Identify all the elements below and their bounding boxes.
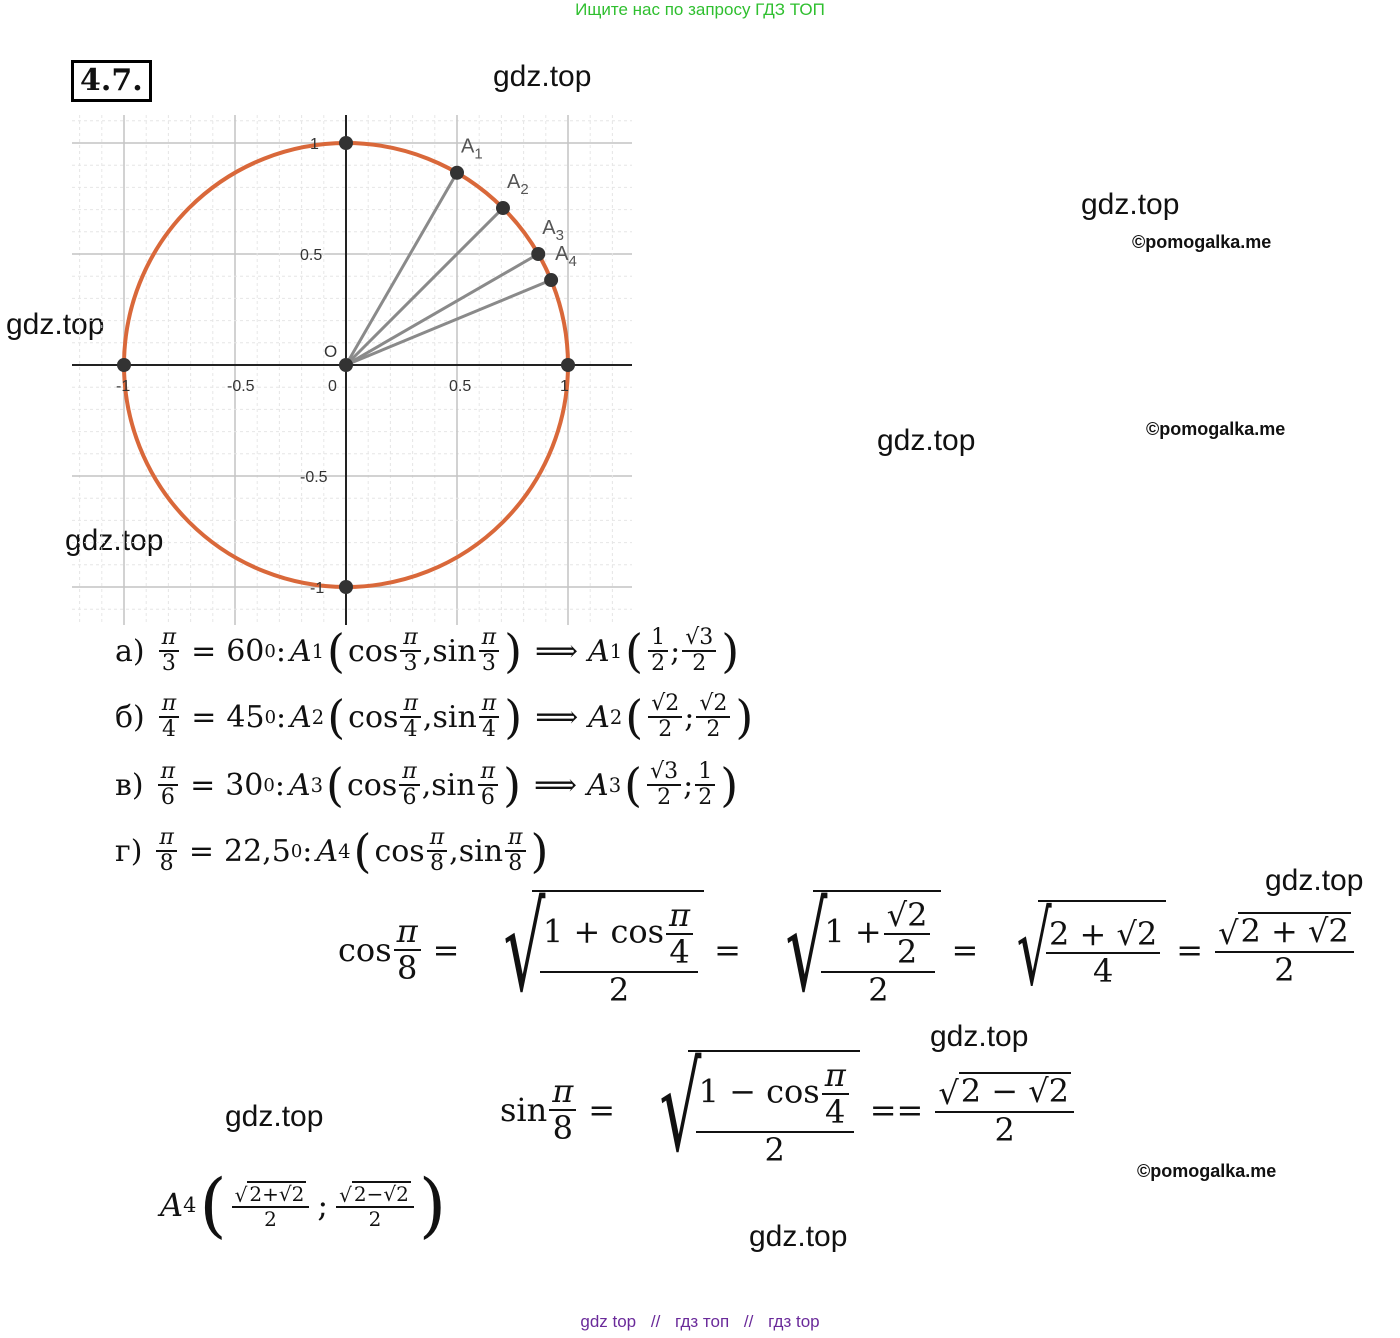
- watermark: gdz.top: [6, 308, 105, 341]
- axis-point: [339, 136, 353, 150]
- footer-link[interactable]: гдз top: [768, 1312, 820, 1331]
- y-tick-label: 1: [310, 136, 319, 153]
- footer-link[interactable]: gdz top: [580, 1312, 637, 1331]
- watermark: gdz.top: [225, 1100, 324, 1133]
- point-A2: [496, 201, 510, 215]
- watermark: gdz.top: [493, 60, 592, 93]
- y-tick-label: 0.5: [300, 247, 323, 264]
- point-A4: [544, 273, 558, 287]
- point-label: $A_3$: [542, 217, 564, 244]
- problem-number: 4.7.: [71, 60, 152, 102]
- fraction: $\frac{\pi}{3}$: [159, 626, 179, 676]
- watermark: gdz.top: [1265, 864, 1364, 897]
- watermark: gdz.top: [65, 524, 164, 557]
- watermark: gdz.top: [1081, 188, 1180, 221]
- footer-link[interactable]: гдз топ: [675, 1312, 730, 1331]
- item-b: б) $\frac{\pi}{4}$ = 45 0 : A 2 ( cos $\frac{\pi}{4}$ , sin $\frac{\pi}{4}$ ) ⟹ A 2 ( $\frac{√2}{2}$ ; $\frac{√2}{2}$ ): [115, 690, 754, 745]
- copyright-mark: ©pomogalka.me: [1146, 419, 1286, 439]
- item-label: в): [115, 767, 144, 803]
- x-tick-label: 0: [328, 378, 337, 395]
- point-label: $A_4$: [555, 243, 577, 271]
- watermark: gdz.top: [877, 424, 976, 457]
- y-tick-label: -1: [310, 580, 325, 597]
- axis-point: [561, 358, 575, 372]
- axis-point: [339, 580, 353, 594]
- x-tick-label: -1: [116, 378, 131, 395]
- ray: [346, 280, 551, 365]
- copyright-mark: ©pomogalka.me: [1132, 232, 1272, 252]
- axes: [72, 115, 632, 625]
- x-tick-label: 0.5: [449, 378, 472, 395]
- unit-circle-graph: [72, 115, 632, 625]
- rays: [346, 173, 551, 365]
- footer: gdz top // гдз топ // гдз top: [580, 1312, 820, 1331]
- watermark: gdz.top: [930, 1020, 1029, 1053]
- origin-label: O: [324, 342, 338, 361]
- copyright-mark: ©pomogalka.me: [1137, 1161, 1277, 1181]
- cos-formula: cos $\frac{\pi}{8}$ = √ 1 + cos $\frac{\pi}{4}$ 2 = √ 1 + $\frac{√2}{2}$ 2 = √ $\frac{2 + √2}{4}$ = √ 2 + √2 2: [338, 890, 1356, 1010]
- item-v: в) $\frac{\pi}{6}$ = 30 0 : A 3 ( cos $\frac{\pi}{6}$ , sin $\frac{\pi}{6}$ ) ⟹ A 3 ( $\frac{√3}{2}$ ; $\frac{1}{2}$ ): [115, 758, 739, 813]
- item-label: а): [115, 633, 145, 669]
- item-label: г): [115, 833, 143, 869]
- y-tick-label: -0.5: [300, 469, 328, 486]
- watermark: gdz.top: [749, 1220, 848, 1253]
- item-a: а) $\frac{\pi}{3}$ = 60 0 : A 1 ( cos $\frac{\pi}{3}$ , sin $\frac{\pi}{3}$ ) ⟹ A 1 ( $\frac{1}{2}$ ; $\frac{√3}{2}$ ): [115, 624, 740, 679]
- sin-formula: sin $\frac{\pi}{8}$ = √ 1 − cos $\frac{\pi}{4}$ 2 == √ 2 − √2 2: [500, 1050, 1076, 1170]
- axis-point: [339, 358, 353, 372]
- grid: [72, 115, 632, 625]
- point-label: $A_1$: [461, 135, 483, 163]
- point-A1: [450, 166, 464, 180]
- x-tick-label: -0.5: [227, 378, 255, 395]
- point-label: $A_2$: [506, 171, 529, 199]
- item-g: г) $\frac{\pi}{8}$ = 22,5 0 : A 4 ( cos $\frac{\pi}{8}$ , sin $\frac{\pi}{8}$ ): [115, 824, 549, 879]
- top-banner: Ищите нас по запросу ГДЗ ТОП: [575, 0, 825, 19]
- x-tick-label: 1: [560, 378, 569, 395]
- item-label: б): [115, 699, 145, 735]
- final-answer: A 4 ( √ 2+√2 2 ; √ 2−√2 2 ): [160, 1164, 447, 1246]
- axis-point: [117, 358, 131, 372]
- point-A3: [531, 247, 545, 261]
